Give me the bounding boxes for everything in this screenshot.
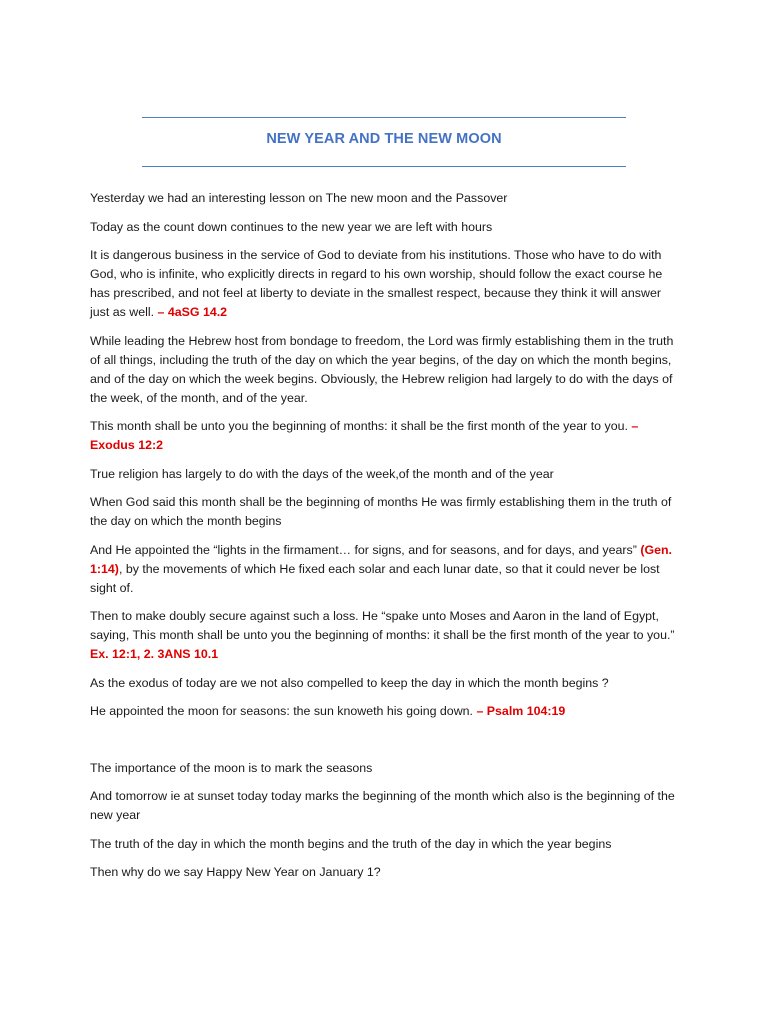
paragraph bbox=[90, 541, 680, 598]
paragraph bbox=[90, 787, 680, 825]
paragraph bbox=[90, 702, 680, 721]
paragraph bbox=[90, 465, 680, 484]
paragraph-text: This month shall be unto you the beginning of months: it shall be the first month of the year to you. bbox=[90, 419, 632, 433]
paragraph-text: He appointed the moon for seasons: the sun knoweth his going down. bbox=[90, 704, 477, 718]
paragraph bbox=[90, 674, 680, 693]
paragraph-text: The importance of the moon is to mark the seasons bbox=[90, 760, 373, 775]
scripture-reference: – 4aSG 14.2 bbox=[157, 305, 228, 319]
document-body bbox=[90, 189, 680, 892]
scripture-reference: – Exodus 12:2 bbox=[90, 419, 639, 452]
paragraph bbox=[90, 189, 680, 208]
paragraph bbox=[90, 493, 680, 531]
paragraph bbox=[90, 417, 680, 455]
paragraph-text: As the exodus of today are we not also compelled to keep the day in which the month begins ? bbox=[90, 675, 609, 690]
paragraph-text: While leading the Hebrew host from bondage to freedom, the Lord was firmly establishing them in the truth of all things, including the truth of the day on which the year begins, of the day on which the month begins, and of the day on which the week begins. Obviously, the Hebrew religion had largely to do with the days of the week, of the month, and of the year. bbox=[90, 333, 674, 405]
title-bottom-rule bbox=[142, 166, 626, 167]
scripture-reference: – Psalm 104:19 bbox=[476, 704, 566, 718]
paragraph-text: Then why do we say Happy New Year on January 1? bbox=[90, 865, 381, 879]
paragraph bbox=[90, 246, 680, 322]
title-top-rule bbox=[142, 117, 626, 118]
paragraph-gap bbox=[90, 731, 680, 759]
paragraph-text: The truth of the day in which the month begins and the truth of the day in which the year begins bbox=[90, 836, 612, 851]
paragraph bbox=[90, 607, 680, 664]
paragraph-text: Then to make doubly secure against such a loss. He “spake unto Moses and Aaron in the land of Egypt, saying, This month shall be unto you the beginning of months: it shall be the first month of the year to you.” bbox=[90, 609, 675, 642]
paragraph-text: , by the movements of which He fixed each solar and each lunar date, so that it could never be lost sight of. bbox=[90, 561, 660, 595]
paragraph bbox=[90, 332, 680, 408]
page-title: NEW YEAR AND THE NEW MOON bbox=[266, 131, 502, 147]
scripture-reference: Ex. 12:1, 2. 3ANS 10.1 bbox=[90, 647, 219, 661]
paragraph-text: Today as the count down continues to the new year we are left with hours bbox=[90, 219, 493, 234]
paragraph-text: It is dangerous business in the service of God to deviate from his institutions. Those who have to do with God, who is infinite, who explicitly directs in regard to his own worship, should follow the exact course he has prescribed, and not feel at liberty to deviate in the smallest respect, because they think it will answer just as well. bbox=[90, 248, 663, 319]
scripture-reference: (Gen. 1:14) bbox=[90, 542, 672, 576]
paragraph bbox=[90, 218, 680, 237]
paragraph-text: True religion has largely to do with the days of the week,of the month and of the year bbox=[90, 466, 554, 481]
paragraph bbox=[90, 835, 680, 854]
paragraph bbox=[90, 863, 680, 882]
paragraph-text: Yesterday we had an interesting lesson on The new moon and the Passover bbox=[90, 191, 508, 205]
paragraph-text: And He appointed the “lights in the firmament… for signs, and for seasons, and for days, and years” bbox=[90, 542, 641, 557]
paragraph-text: And tomorrow ie at sunset today today marks the beginning of the month which also is the beginning of the new year bbox=[90, 789, 675, 822]
paragraph bbox=[90, 759, 680, 778]
paragraph-text: When God said this month shall be the beginning of months He was firmly establishing them in the truth of the day on which the month begins bbox=[90, 495, 672, 528]
